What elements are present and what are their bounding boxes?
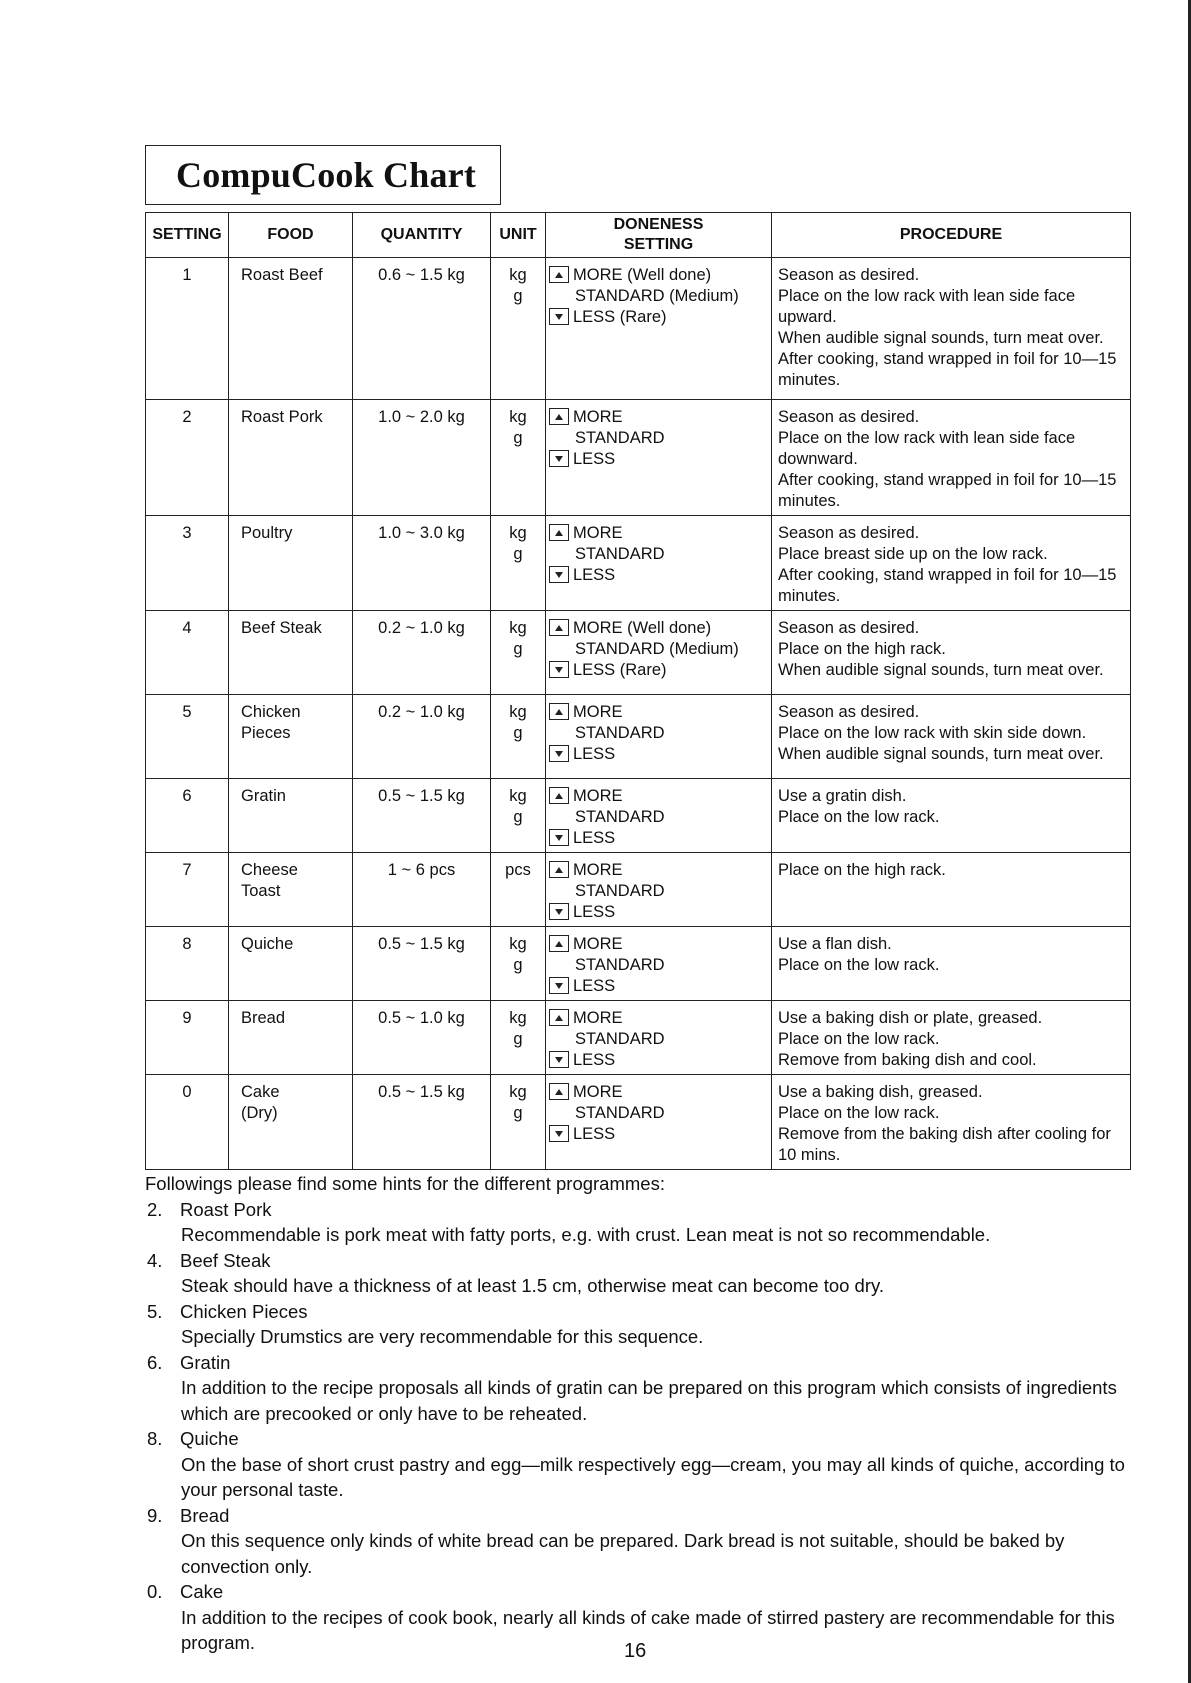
header-food: FOOD [229,213,353,258]
doneness-less [549,828,765,849]
more-key-icon [549,703,569,720]
food-cell [229,779,353,853]
doneness-label: STANDARD [575,545,665,563]
unit-line: g [513,429,523,447]
doneness-label: STANDARD [575,429,665,447]
procedure-step: Use a flan dish. [778,935,892,953]
up-arrow-icon [555,272,563,278]
procedure-step: Place on the high rack. [778,861,946,879]
procedure-step: Place on the low rack with lean side face downward. [778,429,1076,468]
less-key-icon [549,661,569,678]
up-arrow-icon [555,867,563,873]
unit-line: kg [509,1009,527,1027]
doneness-label: LESS [573,1125,616,1143]
page-number: 16 [624,1640,647,1662]
unit-line: kg [509,787,527,805]
procedure-step: Place on the low rack. [778,1104,940,1122]
food-cell [229,516,353,611]
setting-cell: 5 [146,695,229,779]
setting-cell: 9 [146,1001,229,1075]
hint-title [145,1426,1135,1452]
header-doneness-line1: DONENESS [613,216,704,233]
doneness-label: MORE (Well done) [573,266,712,284]
doneness-label: MORE [573,524,623,542]
hint-number: 4. [147,1249,163,1271]
hint-number: 6. [147,1351,163,1373]
doneness-more [549,265,765,286]
doneness-standard [549,723,765,744]
food-line: Cake [241,1083,280,1101]
hints-intro: Followings please find some hints for the different programmes: [145,1173,665,1194]
hint-text: In addition to the recipe proposals all kinds of gratin can be prepared on this program which consists of ingredients which are precooked or only have to be reheated. [181,1377,1117,1424]
food-cell [229,1001,353,1075]
procedure-step: Place on the low rack with skin side down. [778,724,1087,742]
procedure-step: Use a gratin dish. [778,787,907,805]
more-key-icon [549,619,569,636]
down-arrow-icon [555,751,563,757]
food-cell [229,611,353,695]
procedure-step: Season as desired. [778,619,920,637]
down-arrow-icon [555,1057,563,1063]
food-cell [229,400,353,516]
procedure-step: Season as desired. [778,266,920,284]
more-key-icon [549,787,569,804]
chart-title-box [145,145,501,205]
doneness-cell [546,516,772,611]
doneness-more [549,786,765,807]
procedure-step: Remove from the baking dish after cooling for 10 mins. [778,1125,1111,1164]
doneness-standard [549,1029,765,1050]
quantity-cell: 0.5 ~ 1.5 kg [353,779,491,853]
doneness-less [549,565,765,586]
quantity-cell: 0.5 ~ 1.5 kg [353,927,491,1001]
table-row [146,516,1131,611]
header-setting: SETTING [146,213,229,258]
unit-line: kg [509,619,527,637]
unit-line: g [513,1104,523,1122]
hint-number: 5. [147,1300,163,1322]
doneness-label: STANDARD [575,1104,665,1122]
unit-cell [491,611,546,695]
hint-text: On this sequence only kinds of white bread can be prepared. Dark bread is not suitable, should be baked by convection only. [181,1530,1065,1577]
procedure-cell [772,400,1131,516]
header-doneness [546,213,772,258]
down-arrow-icon [555,835,563,841]
up-arrow-icon [555,1015,563,1021]
doneness-more [549,860,765,881]
doneness-cell [546,1075,772,1170]
unit-cell [491,779,546,853]
procedure-step: Season as desired. [778,703,920,721]
hint-title [145,1350,1135,1376]
procedure-step: After cooking, stand wrapped in foil for 10—15 minutes. [778,350,1117,389]
food-line: Beef Steak [241,619,322,637]
table-row [146,853,1131,927]
procedure-step: Place breast side up on the low rack. [778,545,1048,563]
hint-text: In addition to the recipes of cook book, nearly all kinds of cake made of stirred pastery are recommendable for this program. [181,1606,1115,1653]
doneness-standard [549,807,765,828]
setting-cell: 7 [146,853,229,927]
doneness-more [549,618,765,639]
doneness-standard [549,544,765,565]
hint-number: 8. [147,1428,163,1449]
food-line: Chicken [241,703,301,721]
unit-line: kg [509,935,527,953]
down-arrow-icon [555,667,563,673]
unit-line: kg [509,1083,527,1101]
food-line: Roast Pork [241,408,323,426]
procedure-step: When audible signal sounds, turn meat over. [778,745,1104,763]
procedure-cell [772,695,1131,779]
less-key-icon [549,829,569,846]
unit-line: g [513,1030,523,1048]
doneness-cell [546,258,772,400]
setting-cell: 8 [146,927,229,1001]
unit-line: g [513,545,523,563]
less-key-icon [549,450,569,467]
doneness-cell [546,1001,772,1075]
doneness-more [549,1008,765,1029]
quantity-cell: 1.0 ~ 3.0 kg [353,516,491,611]
table-row [146,927,1131,1001]
hint-number: 2. [147,1198,163,1220]
unit-cell [491,516,546,611]
hint-item [145,1197,1135,1248]
food-line: Toast [241,882,281,900]
unit-line: pcs [505,861,531,879]
unit-line: g [513,724,523,742]
procedure-cell [772,927,1131,1001]
doneness-cell [546,695,772,779]
procedure-step: Use a baking dish, greased. [778,1083,983,1101]
food-cell [229,258,353,400]
up-arrow-icon [555,414,563,420]
doneness-label: LESS (Rare) [573,661,667,679]
unit-cell [491,400,546,516]
hint-item [145,1503,1135,1580]
doneness-label: MORE (Well done) [573,619,712,637]
down-arrow-icon [555,909,563,915]
quantity-cell: 0.5 ~ 1.5 kg [353,1075,491,1170]
hint-number: 0. [147,1581,163,1602]
doneness-less [549,902,765,923]
more-key-icon [549,935,569,952]
doneness-more [549,523,765,544]
doneness-label: MORE [573,787,623,805]
setting-cell: 3 [146,516,229,611]
doneness-label: STANDARD [575,882,665,900]
hint-number: 9. [147,1504,163,1526]
food-line: Cheese [241,861,298,879]
food-cell [229,853,353,927]
doneness-more [549,1082,765,1103]
procedure-cell [772,1075,1131,1170]
header-doneness-line2: SETTING [623,236,694,253]
up-arrow-icon [555,709,563,715]
procedure-step: Season as desired. [778,524,920,542]
hint-title-text: Chicken Pieces [180,1300,308,1322]
table-body [146,258,1131,1170]
procedure-step: After cooking, stand wrapped in foil for 10—15 minutes. [778,566,1117,605]
procedure-step: Place on the high rack. [778,640,946,658]
procedure-cell [772,853,1131,927]
hint-title-text: Cake [180,1581,224,1602]
procedure-step: Place on the low rack. [778,1030,940,1048]
compucook-chart-table [145,212,1131,1170]
hint-title-text: Quiche [180,1428,239,1449]
header-unit: UNIT [491,213,546,258]
unit-line: g [513,287,523,305]
doneness-label: LESS [573,450,616,468]
doneness-label: STANDARD [575,724,665,742]
doneness-cell [546,853,772,927]
table-row [146,611,1131,695]
doneness-more [549,702,765,723]
setting-cell: 1 [146,258,229,400]
quantity-cell: 1.0 ~ 2.0 kg [353,400,491,516]
food-cell [229,1075,353,1170]
less-key-icon [549,1051,569,1068]
doneness-less [549,660,765,681]
unit-line: kg [509,408,527,426]
doneness-standard [549,639,765,660]
less-key-icon [549,977,569,994]
hint-text: Steak should have a thickness of at least 1.5 cm, otherwise meat can become too dry. [181,1275,885,1296]
table-header-row [146,213,1131,258]
table-row [146,258,1131,400]
food-line: Roast Beef [241,266,323,284]
quantity-cell: 0.6 ~ 1.5 kg [353,258,491,400]
doneness-standard [549,881,765,902]
procedure-step: Remove from baking dish and cool. [778,1051,1037,1069]
procedure-step: Season as desired. [778,408,920,426]
less-key-icon [549,745,569,762]
hint-item [145,1248,1135,1299]
up-arrow-icon [555,625,563,631]
unit-cell [491,258,546,400]
doneness-label: LESS [573,745,616,763]
setting-cell: 2 [146,400,229,516]
food-line: Pieces [241,724,291,742]
doneness-cell [546,927,772,1001]
more-key-icon [549,1083,569,1100]
hint-title-text: Gratin [180,1351,231,1373]
quantity-cell: 0.2 ~ 1.0 kg [353,695,491,779]
hint-title [145,1503,1135,1529]
unit-line: kg [509,266,527,284]
doneness-cell [546,400,772,516]
procedure-cell [772,779,1131,853]
doneness-label: MORE [573,408,623,426]
down-arrow-icon [555,983,563,989]
hints-section [145,1171,1135,1656]
doneness-cell [546,611,772,695]
doneness-label: STANDARD [575,808,665,826]
quantity-cell: 0.2 ~ 1.0 kg [353,611,491,695]
procedure-step: After cooking, stand wrapped in foil for 10—15 minutes. [778,471,1117,510]
procedure-cell [772,258,1131,400]
hint-item [145,1299,1135,1350]
table-row [146,400,1131,516]
doneness-label: LESS [573,977,616,995]
less-key-icon [549,1125,569,1142]
hint-title-text: Bread [180,1504,230,1526]
more-key-icon [549,266,569,283]
food-cell [229,927,353,1001]
doneness-label: LESS [573,829,616,847]
procedure-step: Use a baking dish or plate, greased. [778,1009,1043,1027]
unit-line: kg [509,703,527,721]
procedure-step: Place on the low rack with lean side face upward. [778,287,1076,326]
doneness-label: LESS [573,903,616,921]
less-key-icon [549,903,569,920]
doneness-label: MORE [573,703,623,721]
procedure-step: Place on the low rack. [778,808,940,826]
hints-list [145,1197,1135,1656]
hint-title-text: Roast Pork [180,1198,272,1220]
unit-cell [491,695,546,779]
doneness-label: MORE [573,1009,623,1027]
hint-item [145,1350,1135,1427]
doneness-label: MORE [573,861,623,879]
unit-line: g [513,956,523,974]
doneness-less [549,976,765,997]
more-key-icon [549,861,569,878]
doneness-standard [549,286,765,307]
doneness-less [549,449,765,470]
unit-cell [491,1075,546,1170]
hint-text: Recommendable is pork meat with fatty ports, e.g. with crust. Lean meat is not so recommendable. [181,1224,991,1245]
up-arrow-icon [555,941,563,947]
doneness-label: LESS (Rare) [573,308,667,326]
up-arrow-icon [555,530,563,536]
procedure-cell [772,516,1131,611]
doneness-label: LESS [573,566,616,584]
procedure-step: When audible signal sounds, turn meat over. [778,661,1104,679]
header-procedure: PROCEDURE [772,213,1131,258]
hint-title [145,1248,1135,1274]
hint-title [145,1197,1135,1223]
hint-title [145,1579,1135,1605]
doneness-label: STANDARD (Medium) [575,287,739,305]
less-key-icon [549,308,569,325]
doneness-label: LESS [573,1051,616,1069]
down-arrow-icon [555,314,563,320]
doneness-label: STANDARD [575,956,665,974]
header-quantity: QUANTITY [353,213,491,258]
food-line: Bread [241,1009,286,1027]
doneness-more [549,934,765,955]
table-row [146,779,1131,853]
unit-cell [491,853,546,927]
procedure-cell [772,1001,1131,1075]
up-arrow-icon [555,793,563,799]
up-arrow-icon [555,1089,563,1095]
setting-cell: 6 [146,779,229,853]
doneness-standard [549,428,765,449]
doneness-less [549,307,765,328]
down-arrow-icon [555,1131,563,1137]
hint-item [145,1426,1135,1503]
less-key-icon [549,566,569,583]
unit-cell [491,1001,546,1075]
doneness-less [549,1050,765,1071]
quantity-cell: 0.5 ~ 1.0 kg [353,1001,491,1075]
procedure-cell [772,611,1131,695]
setting-cell: 0 [146,1075,229,1170]
table-row [146,695,1131,779]
doneness-cell [546,779,772,853]
hint-text: On the base of short crust pastry and egg—milk respectively egg—cream, you may all kinds of quiche, according to your personal taste. [181,1453,1125,1500]
procedure-step: When audible signal sounds, turn meat over. [778,329,1104,347]
doneness-less [549,744,765,765]
food-line: (Dry) [241,1104,278,1122]
hint-title [145,1299,1135,1325]
doneness-label: MORE [573,1083,623,1101]
unit-line: kg [509,524,527,542]
doneness-standard [549,1103,765,1124]
doneness-label: MORE [573,935,623,953]
down-arrow-icon [555,456,563,462]
doneness-label: STANDARD (Medium) [575,640,739,658]
hint-title-text: Beef Steak [180,1249,271,1271]
food-line: Poultry [241,524,293,542]
unit-cell [491,927,546,1001]
setting-cell: 4 [146,611,229,695]
unit-line: g [513,640,523,658]
hint-text: Specially Drumstics are very recommendable for this sequence. [181,1326,704,1347]
table-row [146,1001,1131,1075]
food-cell [229,695,353,779]
down-arrow-icon [555,572,563,578]
more-key-icon [549,408,569,425]
quantity-cell: 1 ~ 6 pcs [353,853,491,927]
procedure-step: Place on the low rack. [778,956,940,974]
chart-title: CompuCook Chart [176,155,477,195]
doneness-label: STANDARD [575,1030,665,1048]
doneness-standard [549,955,765,976]
food-line: Quiche [241,935,294,953]
food-line: Gratin [241,787,286,805]
doneness-less [549,1124,765,1145]
table-row [146,1075,1131,1170]
more-key-icon [549,1009,569,1026]
unit-line: g [513,808,523,826]
more-key-icon [549,524,569,541]
doneness-more [549,407,765,428]
